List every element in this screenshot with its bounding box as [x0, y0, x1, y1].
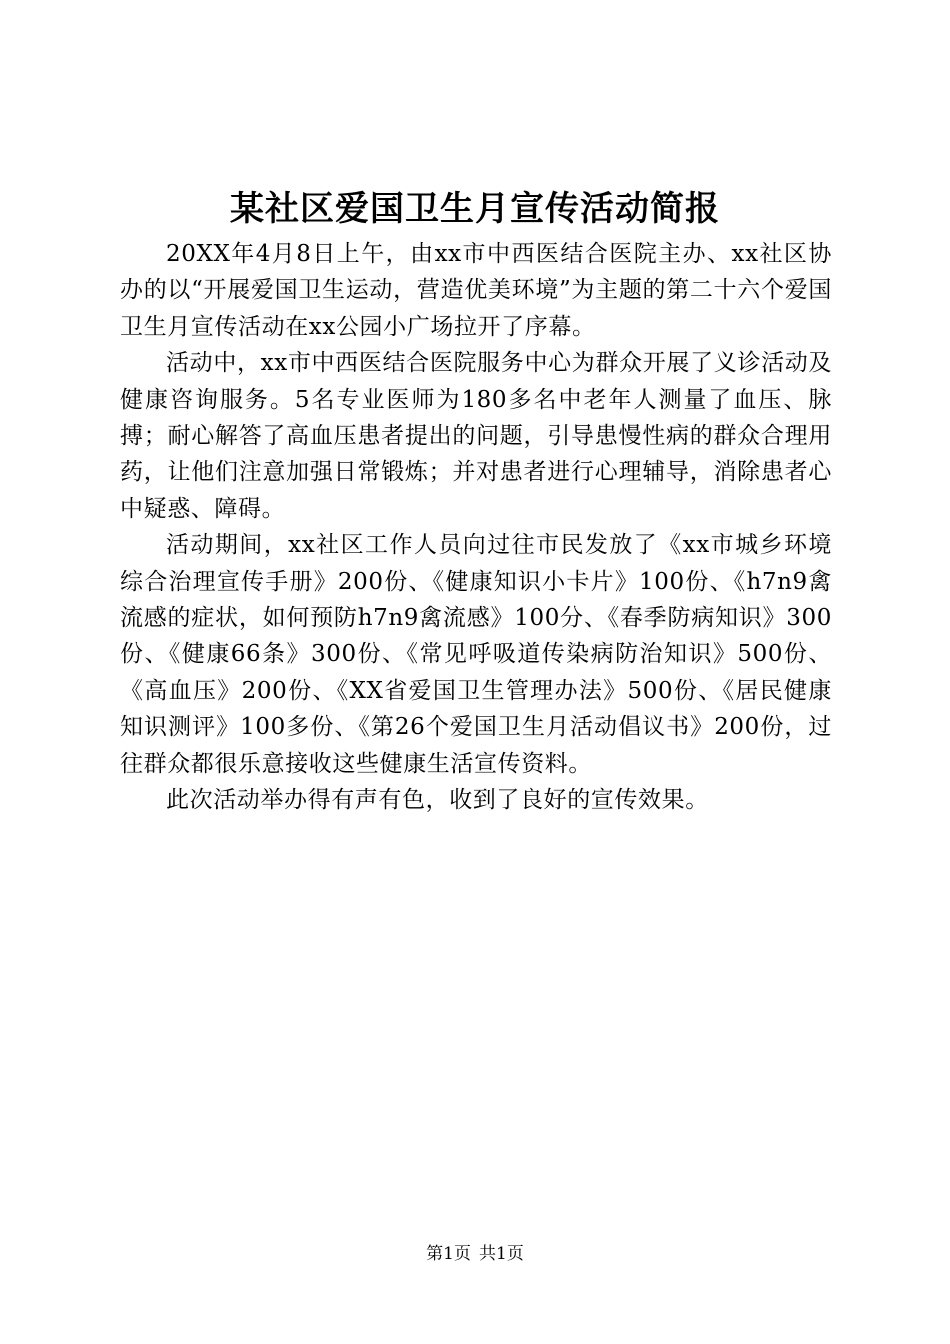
document-title: 某社区爱国卫生月宣传活动简报	[230, 189, 720, 229]
paragraph-activity: 活动中，xx市中西医结合医院服务中心为群众开展了义诊活动及健康咨询服务。5名专业医师为180多名中老年人测量了血压、脉搏；耐心解答了高血压患者提出的问题，引导患慢性病的群众合理用药，让他们注意加强日常锻炼；并对患者进行心理辅导，消除患者心中疑惑、障碍。	[120, 350, 832, 522]
page-number: 第1页	[426, 1244, 471, 1264]
paragraph-conclusion: 此次活动举办得有声有色，收到了良好的宣传效果。	[166, 787, 709, 814]
document-body	[120, 236, 832, 819]
page-footer	[0, 1242, 950, 1266]
paragraph-intro: 20XX年4月8日上午，由xx市中西医结合医院主办、xx社区协办的以“开展爱国卫生运动，营造优美环境”为主题的第二十六个爱国卫生月宣传活动在xx公园小广场拉开了序幕。	[120, 241, 832, 340]
paragraph-materials: 活动期间，xx社区工作人员向过往市民发放了《xx市城乡环境综合治理宣传手册》200份、《健康知识小卡片》100份、《h7n9禽流感的症状，如何预防h7n9禽流感》100分、《春季防病知识》300份、《健康66条》300份、《常见呼吸道传染病防治知识》500份、《高血压》200份、《XX省爱国卫生管理办法》500份、《居民健康知识测评》100多份、《第26个爱国卫生月活动倡议书》200份，过往群众都很乐意接收这些健康生活宣传资料。	[120, 532, 832, 777]
page-total: 共1页	[479, 1244, 524, 1264]
